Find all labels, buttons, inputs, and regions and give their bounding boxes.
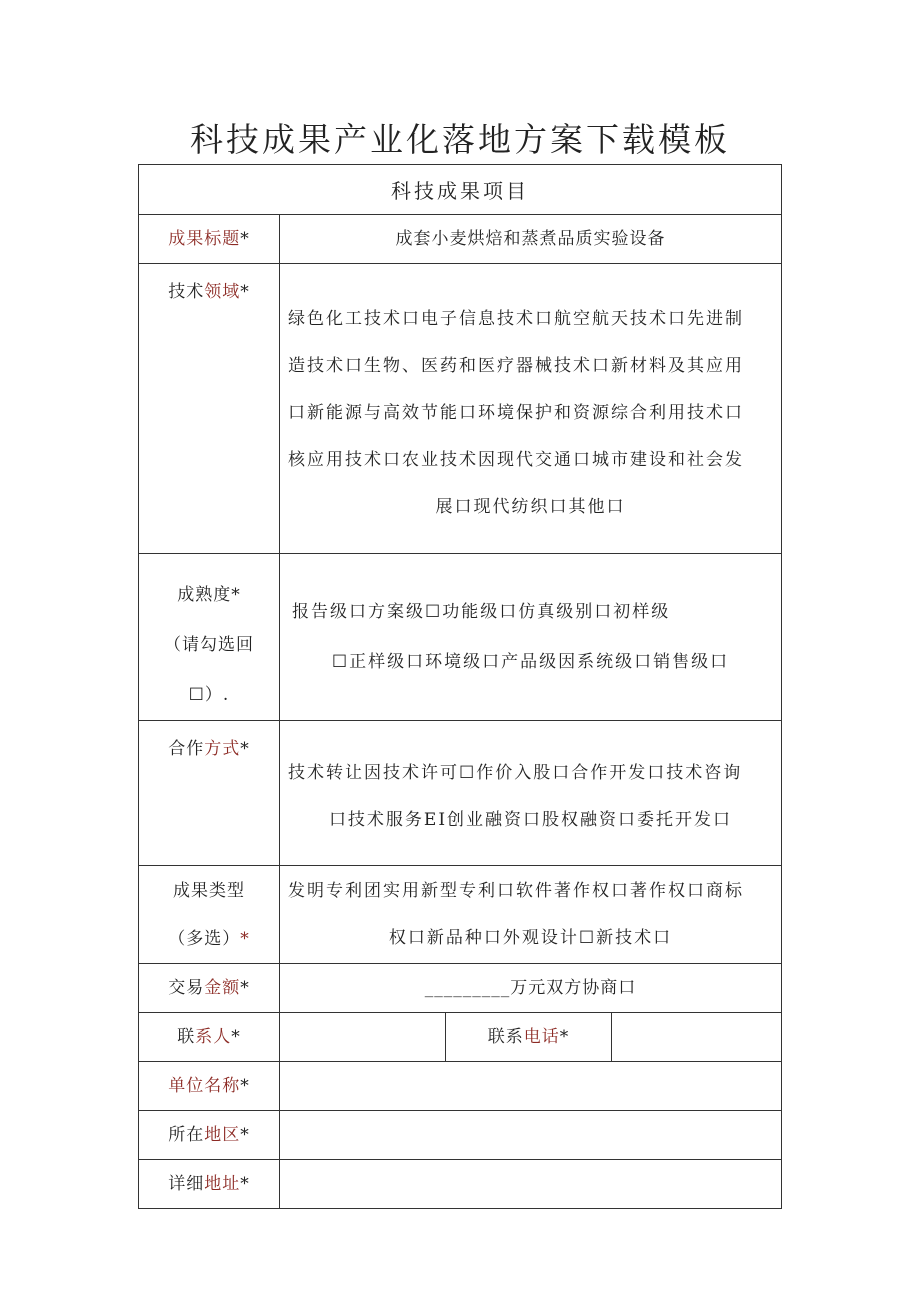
document-title: 科技成果产业化落地方案下载模板 — [190, 120, 730, 159]
cooperation-label: 合作方式* — [139, 721, 280, 866]
achievement-title-label: 成果标题* — [139, 215, 280, 264]
tech-field-line[interactable]: 核应用技术口农业技术因现代交通口城市建设和社会发 — [288, 450, 744, 470]
row-unit — [139, 1062, 782, 1111]
form-header-row — [139, 165, 782, 215]
contact-label: 联系人* — [139, 1013, 280, 1062]
address-label: 详细地址* — [139, 1160, 280, 1209]
type-line[interactable]: 权口新品种口外观设计☐新技术口 — [388, 927, 673, 948]
row-achievement-title — [139, 215, 782, 264]
amount-value[interactable]: _________万元双方协商口 — [280, 964, 782, 1013]
row-contact — [139, 1013, 782, 1062]
unit-label: 单位名称* — [139, 1062, 280, 1111]
achievement-form — [138, 164, 782, 1209]
region-input[interactable] — [280, 1111, 782, 1160]
tech-field-line[interactable]: 展口现代纺织口其他口 — [435, 497, 626, 517]
cooperation-options[interactable] — [280, 721, 782, 866]
type-options[interactable] — [280, 866, 782, 964]
achievement-title-value[interactable]: 成套小麦烘焙和蒸煮品质实验设备 — [280, 215, 782, 264]
unit-input[interactable] — [280, 1062, 782, 1111]
cooperation-line[interactable]: 技术转让因技术许可☐作价入股口合作开发口技术咨询 — [288, 763, 743, 783]
row-region — [139, 1111, 782, 1160]
amount-label: 交易金额* — [139, 964, 280, 1013]
type-label: 成果类型 （多选）* — [139, 866, 280, 964]
tech-field-options[interactable] — [280, 264, 782, 554]
maturity-line[interactable]: ☐正样级口环境级口产品级因系统级口销售级口 — [331, 652, 730, 672]
type-line[interactable]: 发明专利团实用新型专利口软件著作权口著作权口商标 — [288, 880, 744, 901]
row-amount — [139, 964, 782, 1013]
cooperation-line[interactable]: 口技术服务EI创业融资口股权融资口委托开发口 — [328, 810, 733, 830]
contact-input[interactable] — [280, 1013, 446, 1062]
region-label: 所在地区* — [139, 1111, 280, 1160]
tech-field-label: 技术领域* — [139, 264, 280, 554]
address-input[interactable] — [280, 1160, 782, 1209]
form-header: 科技成果项目 — [139, 165, 782, 215]
row-address — [139, 1160, 782, 1209]
phone-label: 联系电话* — [446, 1013, 612, 1062]
row-maturity — [139, 554, 782, 721]
tech-field-line[interactable]: 口新能源与高效节能口环境保护和资源综合利用技术口 — [288, 403, 744, 423]
row-type — [139, 866, 782, 964]
row-cooperation — [139, 721, 782, 866]
maturity-label: 成熟度* （请勾选回 ☐）. — [139, 554, 280, 721]
phone-input[interactable] — [612, 1013, 782, 1062]
tech-field-line[interactable]: 绿色化工技术口电子信息技术口航空航天技术口先进制 — [288, 309, 744, 329]
maturity-options[interactable] — [280, 554, 782, 721]
row-tech-field — [139, 264, 782, 554]
tech-field-line[interactable]: 造技术口生物、医药和医疗器械技术口新材料及其应用 — [288, 356, 744, 376]
maturity-line[interactable]: 报告级口方案级☐功能级口仿真级别口初样级 — [292, 602, 671, 622]
